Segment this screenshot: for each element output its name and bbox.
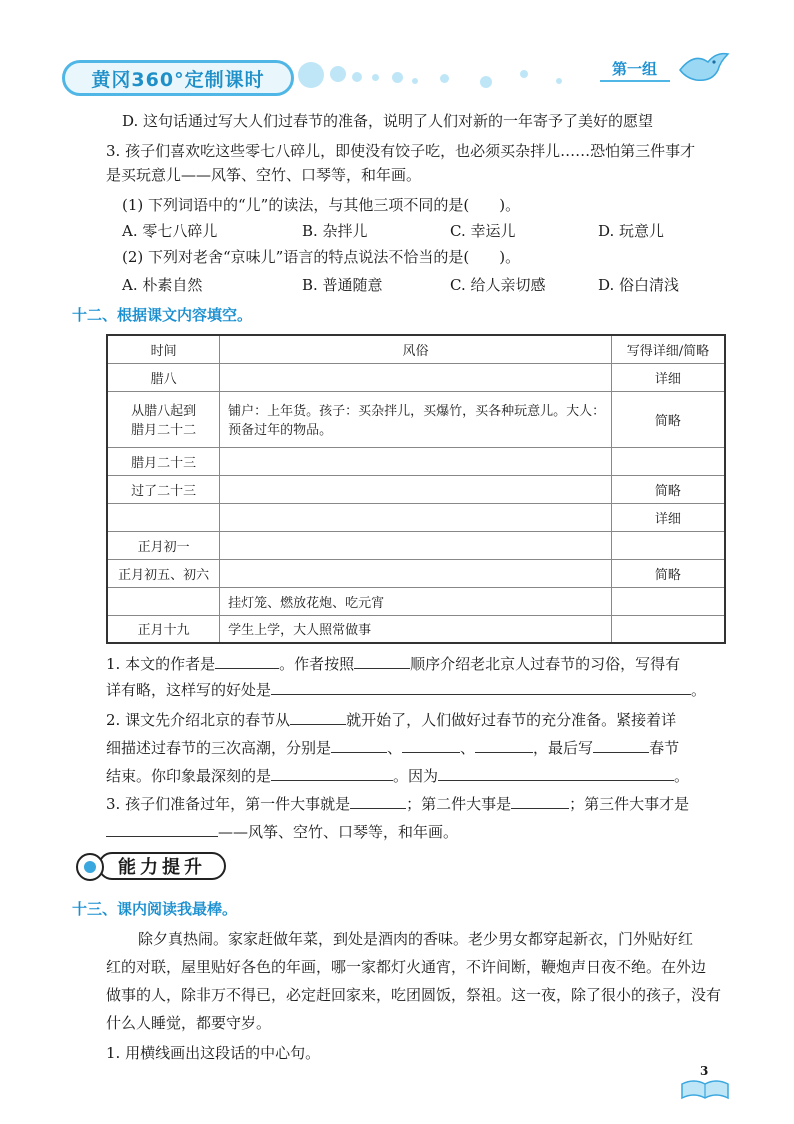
time-cell <box>107 391 220 447</box>
table-row <box>107 615 725 643</box>
table-header-time: 时间 <box>107 335 220 363</box>
q3-sub2-option-d[interactable]: D. 俗白清浅 <box>598 276 680 294</box>
s12-q2-text: 细描述过春节的三次高潮，分别是 <box>106 739 332 757</box>
customs-table <box>106 334 726 644</box>
decorative-bubble <box>392 72 403 83</box>
s12-q1-line1 <box>106 652 680 675</box>
answer-blank[interactable] <box>402 736 460 753</box>
decorative-bubble <box>330 66 346 82</box>
section-12-title: 十二、根据课文内容填空。 <box>72 306 253 324</box>
option-d-text: D. 这句话通过写大人们过春节的准备，说明了人们对新的一年寄予了美好的愿望 <box>122 112 654 130</box>
table-header-row <box>107 335 725 363</box>
custom-cell[interactable] <box>220 531 612 559</box>
s12-q1-text: 1. 本文的作者是 <box>106 655 216 673</box>
table-row <box>107 587 725 615</box>
answer-blank[interactable] <box>331 736 387 753</box>
q3-stem-line1: 3. 孩子们喜欢吃这些零七八碎儿，即使没有饺子吃，也必须买杂拌儿……恐怕第三件事才 <box>106 142 696 160</box>
answer-blank[interactable] <box>215 652 279 669</box>
answer-blank[interactable] <box>511 792 569 809</box>
detail-cell[interactable] <box>611 531 725 559</box>
open-book-icon <box>680 1076 730 1102</box>
ability-circle-icon <box>76 853 104 881</box>
detail-cell: 详细 <box>611 503 725 531</box>
custom-cell-line: 铺户：上年货。孩子：买杂拌儿，买爆竹，买各种玩意儿。大人： <box>228 404 606 419</box>
time-cell: 过了二十三 <box>107 475 220 503</box>
q3-sub2-option-a[interactable]: A. 朴素自然 <box>122 276 203 294</box>
detail-cell: 详细 <box>611 363 725 391</box>
s12-q2-text: 春节 <box>649 739 680 757</box>
s12-q3-line2 <box>106 820 458 843</box>
q3-sub2-end: )。 <box>499 248 521 266</box>
s12-q1-text: 。 <box>691 681 707 699</box>
q3-sub1-option-a[interactable]: A. 零七八碎儿 <box>122 222 218 240</box>
passage-line: 做事的人，除非万不得已，必定赶回家来，吃团圆饭，祭祖。这一夜，除了很小的孩子，没有 <box>106 986 722 1004</box>
s12-q2-text: 结束。你印象最深刻的是 <box>106 767 272 785</box>
detail-cell[interactable] <box>611 615 725 643</box>
separator: 、 <box>460 739 476 757</box>
passage-line: 什么人睡觉，都要守岁。 <box>106 1014 272 1032</box>
time-cell[interactable] <box>107 587 220 615</box>
s13-q1: 1. 用横线画出这段话的中心句。 <box>106 1044 321 1062</box>
s12-q2-line1 <box>106 708 676 731</box>
decorative-bubble <box>556 78 562 84</box>
decorative-bubble <box>372 74 379 81</box>
answer-blank[interactable] <box>290 708 346 725</box>
table-header-detail: 写得详细/简略 <box>611 335 725 363</box>
q3-stem-line2: 是买玩意儿——风筝、空竹、口琴等，和年画。 <box>106 166 422 184</box>
time-cell: 正月初一 <box>107 531 220 559</box>
q3-sub2-option-b[interactable]: B. 普通随意 <box>302 276 383 294</box>
header-rule <box>600 80 670 82</box>
table-row <box>107 447 725 475</box>
brand-title: 黄冈360°定制课时 <box>91 68 265 91</box>
decorative-bubble <box>440 74 449 83</box>
s12-q1-line2 <box>106 678 706 701</box>
q3-sub1 <box>122 194 520 216</box>
answer-blank[interactable] <box>106 820 218 837</box>
q3-sub1-option-b[interactable]: B. 杂拌儿 <box>302 222 368 240</box>
table-row <box>107 363 725 391</box>
answer-blank[interactable] <box>438 764 674 781</box>
s12-q1-text: 。作者按照 <box>279 655 355 673</box>
table-row <box>107 559 725 587</box>
bird-icon <box>674 48 732 88</box>
group-label: 第一组 <box>612 60 658 78</box>
time-cell-line: 腊月二十二 <box>131 423 197 438</box>
s12-q2-line2 <box>106 736 679 759</box>
table-row <box>107 531 725 559</box>
ability-badge <box>76 852 228 882</box>
custom-cell[interactable] <box>220 447 612 475</box>
time-cell: 腊八 <box>107 363 220 391</box>
answer-blank[interactable] <box>350 792 406 809</box>
table-row <box>107 503 725 531</box>
custom-cell-line: 预备过年的物品。 <box>228 423 333 438</box>
s12-q1-text: 顺序介绍老北京人过春节的习俗，写得有 <box>410 655 681 673</box>
s12-q3-text: 3. 孩子们准备过年，第一件大事就是 <box>106 795 351 813</box>
table-header-custom: 风俗 <box>220 335 612 363</box>
s12-q2-text: ，最后写 <box>533 739 594 757</box>
q3-sub2-option-c[interactable]: C. 给人亲切感 <box>450 276 546 294</box>
q3-sub1-text: (1) 下列词语中的“儿”的读法，与其他三项不同的是( <box>122 196 470 214</box>
time-cell: 正月十九 <box>107 615 220 643</box>
decorative-bubble <box>298 62 324 88</box>
q3-sub1-end: )。 <box>499 196 521 214</box>
passage-line: 除夕真热闹。家家赶做年菜，到处是酒肉的香味。老少男女都穿起新衣，门外贴好红 <box>138 930 694 948</box>
detail-cell: 简略 <box>611 475 725 503</box>
s12-q2-text: 。 <box>674 767 690 785</box>
s12-q3-text: ；第三件大事才是 <box>569 795 690 813</box>
section-13-title: 十三、课内阅读我最棒。 <box>72 900 238 918</box>
s12-q2-text: 就开始了，人们做好过春节的充分准备。紧接着详 <box>346 711 677 729</box>
page-number: 3 <box>700 1064 709 1078</box>
answer-blank[interactable] <box>271 764 393 781</box>
q3-sub2-text: (2) 下列对老舍“京味儿”语言的特点说法不恰当的是( <box>122 248 470 266</box>
s12-q3-line1 <box>106 792 689 815</box>
s12-q2-text: 2. 课文先介绍北京的春节从 <box>106 711 291 729</box>
s12-q2-text: 。因为 <box>393 767 439 785</box>
time-cell: 腊月二十三 <box>107 447 220 475</box>
detail-cell[interactable] <box>611 447 725 475</box>
custom-cell[interactable] <box>220 503 612 531</box>
s12-q2-line3 <box>106 764 689 787</box>
answer-blank[interactable] <box>475 736 533 753</box>
time-cell-line: 从腊八起到 <box>131 404 197 419</box>
decorative-bubble <box>480 76 492 88</box>
custom-cell: 学生上学，大人照常做事 <box>220 615 612 643</box>
decorative-bubble <box>412 78 418 84</box>
separator: 、 <box>387 739 403 757</box>
time-cell: 正月初五、初六 <box>107 559 220 587</box>
answer-blank[interactable] <box>354 652 410 669</box>
passage-line: 红的对联，屋里贴好各色的年画，哪一家都灯火通宵，不许间断，鞭炮声日夜不绝。在外边 <box>106 958 707 976</box>
table-row <box>107 391 725 447</box>
s12-q3-text: ——风筝、空竹、口琴等，和年画。 <box>218 823 459 841</box>
answer-blank[interactable] <box>593 736 649 753</box>
q3-sub1-option-c[interactable]: C. 幸运儿 <box>450 222 516 240</box>
custom-cell[interactable] <box>220 475 612 503</box>
brand-badge <box>62 60 294 96</box>
custom-cell[interactable] <box>220 559 612 587</box>
ability-label: 能力提升 <box>98 852 226 880</box>
decorative-bubble <box>520 70 528 78</box>
custom-cell <box>220 391 612 447</box>
table-row <box>107 475 725 503</box>
q3-sub1-option-d[interactable]: D. 玩意儿 <box>598 222 665 240</box>
time-cell[interactable] <box>107 503 220 531</box>
custom-cell: 挂灯笼、燃放花炮、吃元宵 <box>220 587 612 615</box>
s12-q1-text: 详有略，这样写的好处是 <box>106 681 272 699</box>
decorative-bubble <box>352 72 362 82</box>
q3-sub2 <box>122 246 520 268</box>
custom-cell[interactable] <box>220 363 612 391</box>
answer-blank[interactable] <box>271 678 691 695</box>
detail-cell: 简略 <box>611 391 725 447</box>
detail-cell: 简略 <box>611 559 725 587</box>
s12-q3-text: ；第二件大事是 <box>406 795 512 813</box>
detail-cell[interactable] <box>611 587 725 615</box>
